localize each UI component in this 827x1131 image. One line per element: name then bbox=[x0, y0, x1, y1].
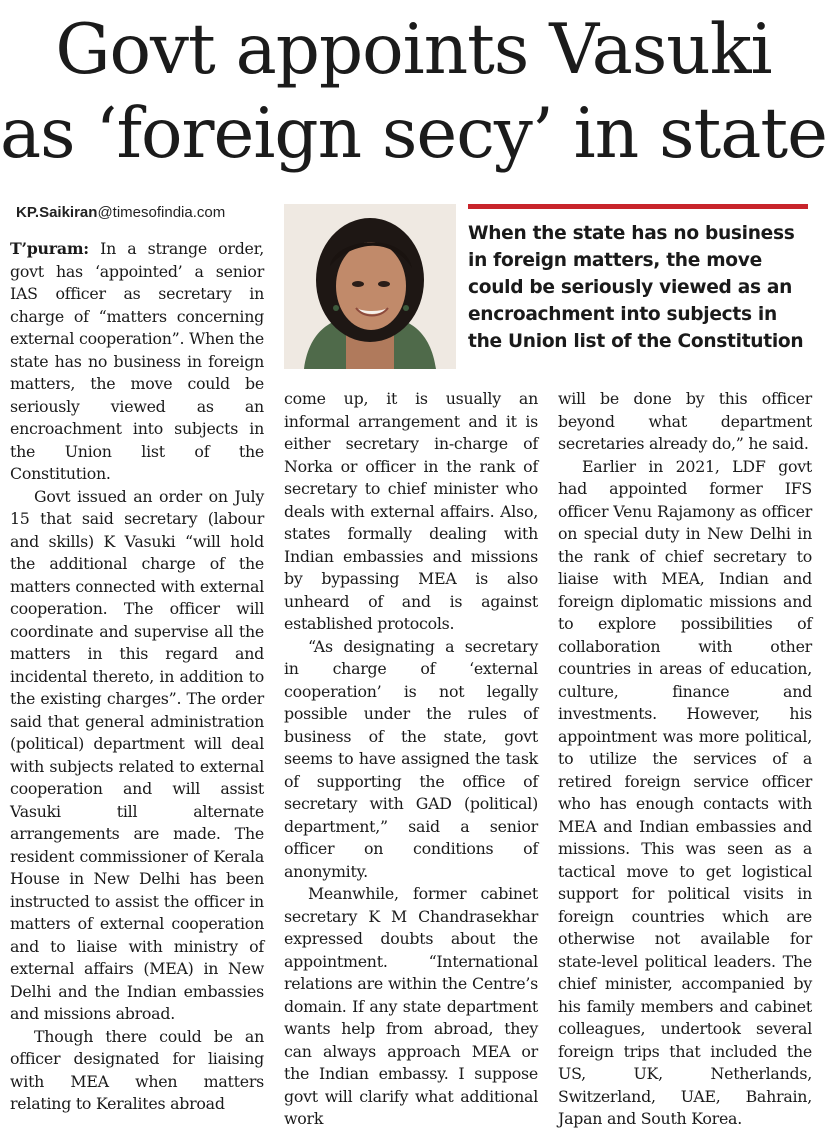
paragraph-text: In a strange order, govt has ‘appointed’ a senior IAS officer as secretary in charge of “matters concerning external cooperation”. When the state has no business in foreign matters, the move could be seriously viewed as an encroachment into subjects in the Union list of the Constitution. bbox=[10, 239, 264, 483]
dateline: T’puram: bbox=[10, 239, 89, 258]
paragraph: Earlier in 2021, LDF govt had appointed former IFS officer Venu Rajamony as officer on special duty in New Delhi in the rank of chief secretary to liaise with MEA, Indian and foreign diplomatic missions and to explore possibilities of collaboration with other countries in areas of education, culture, finance and investments. However, his appointment was more political, to utilize the services of a retired foreign service officer who has enough contacts with MEA and Indian embassies and missions. This was seen as a tactical move to get logistical support for political visits in foreign countries which are otherwise not available for state-level political leaders. The chief minister, accompanied by his family members and cabinet colleagues, undertook several foreign trips that included the US, UK, Netherlands, Switzerland, UAE, Bahrain, Japan and South Korea. bbox=[558, 456, 812, 1128]
paragraph: will be done by this officer beyond what department secretaries already do,” he said. bbox=[558, 389, 812, 453]
paragraph: Govt issued an order on July 15 that said secretary (labour and skills) K Vasuki “will hold the additional charge of the matters connected with external cooperation. The officer will coordinate and supervise all the matters in this regard and incidental thereto, in addition to the existing charges”. The order said that general administration (political) department will deal with subjects related to external cooperation and will assist Vasuki till alternate arrangements are made. The resident commissioner of Kerala House in New Delhi has been instructed to assist the officer in matters of external cooperation and to liaise with ministry of external affairs (MEA) in New Delhi and the Indian embassies and missions abroad. bbox=[10, 486, 264, 1023]
portrait-photo bbox=[284, 204, 456, 369]
headline-line-1: Govt appoints Vasuki bbox=[55, 10, 772, 90]
pullquote: When the state has no business in foreign matters, the move could be seriously viewed as an encroachment into subjects in the Union list of the Constitution bbox=[468, 223, 804, 352]
byline-email: @timesofindia.com bbox=[97, 204, 226, 221]
byline-name: KP.Saikiran bbox=[16, 204, 98, 221]
body-column-2 bbox=[284, 388, 538, 1128]
body-column-3 bbox=[558, 388, 812, 1128]
paragraph bbox=[10, 238, 264, 486]
paragraph: Meanwhile, former cabinet secretary K M Chandrasekhar expressed doubts about the appointment. “International relations are within the Centre’s domain. If any state department wants help from abroad, they can always approach MEA or the Indian embassy. I suppose govt will clarify what additional work bbox=[284, 884, 538, 1128]
body-column-1 bbox=[10, 238, 264, 1113]
portrait-illustration bbox=[284, 204, 456, 369]
paragraph: come up, it is usually an informal arrangement and it is either secretary in-charge of Norka or officer in the rank of secretary to chief minister who deals with external affairs. Also, states formally dealing with Indian embassies and missions by bypassing MEA is also unheard of and is against established protocols. bbox=[284, 389, 538, 633]
paragraph: “As designating a secretary in charge of ‘external cooperation’ is not legally possible under the rules of business of the state, govt seems to have assigned the task of supporting the office of secretary with GAD (political) department,” said a senior officer on conditions of anonymity. bbox=[284, 636, 538, 881]
headline bbox=[0, 8, 827, 176]
byline bbox=[16, 204, 225, 221]
paragraph: Though there could be an officer designated for liaising with MEA when matters relating to Keralites abroad bbox=[10, 1026, 264, 1113]
headline-line-2: as ‘foreign secy’ in state bbox=[0, 94, 827, 174]
pullquote-rule bbox=[468, 204, 808, 209]
